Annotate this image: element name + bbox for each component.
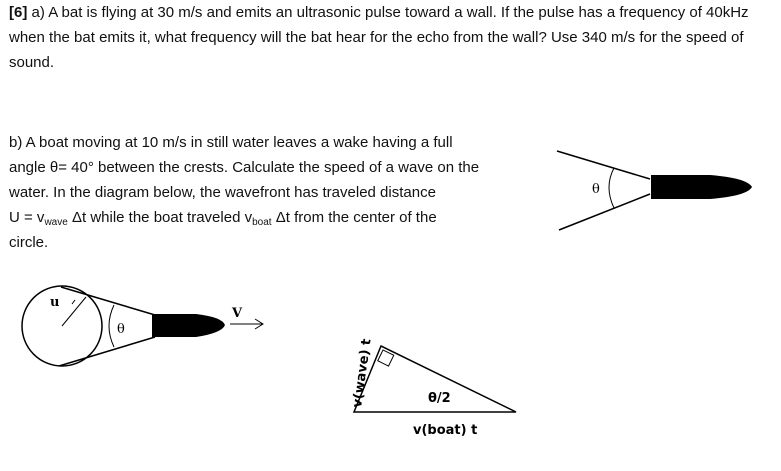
boat-subscript: boat (252, 217, 272, 228)
part-b-line-3: water. In the diagram below, the wavefront has traveled distance (9, 184, 436, 201)
circle-wake-diagram (22, 286, 263, 366)
circle-theta-label: θ (117, 322, 125, 337)
theta-half-label: θ/2 (428, 391, 451, 406)
wave-subscript: wave (44, 217, 68, 228)
line-4-start: U = v (9, 209, 45, 226)
boat-shape-2 (152, 314, 225, 337)
boat-shape (651, 175, 752, 199)
part-b-line-5: circle. (9, 234, 49, 251)
wake-diagram (557, 151, 752, 230)
part-b-line-2: angle θ= 40° between the crests. Calculate the speed of a wave on the (9, 159, 480, 176)
points-marker: [6] (9, 4, 28, 21)
wave-distance-label: v(wave) t (350, 337, 375, 409)
line-4-middle: Δt while the boat traveled v (67, 209, 253, 226)
part-b-line-1: b) A boat moving at 10 m/s in still water leaves a wake having a full (9, 134, 453, 151)
velocity-triangle (350, 338, 516, 438)
part-a-text: a) A bat is flying at 30 m/s and emits an ultrasonic pulse toward a wall. If the pulse has a frequency of 40kHz when the bat emits it, what frequency will the bat hear for the echo from the wall? Use 340 m/s for the speed of sound. (9, 4, 749, 71)
u-label: u (50, 295, 60, 310)
wake-theta-label: θ (592, 182, 600, 197)
velocity-label: V (232, 306, 243, 321)
line-4-end: Δt from the center of the (271, 209, 437, 226)
boat-distance-label: v(boat) t (413, 423, 478, 438)
